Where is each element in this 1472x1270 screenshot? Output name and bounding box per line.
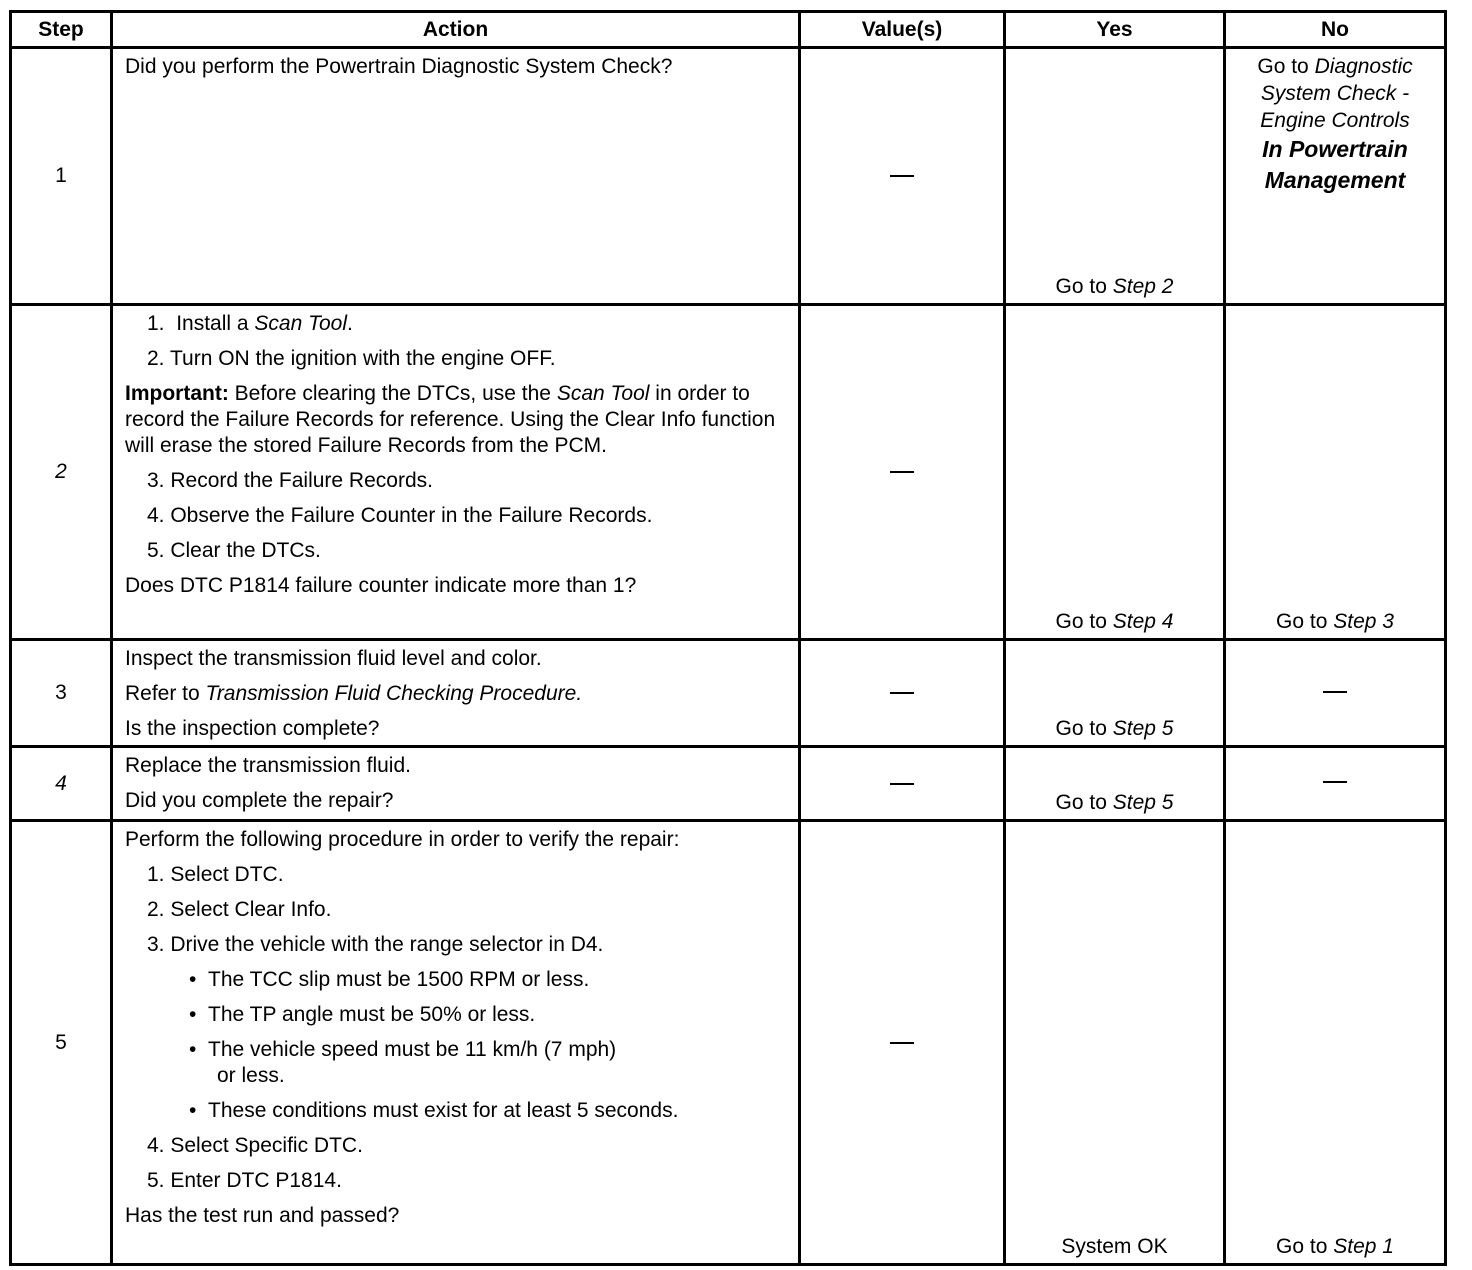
no-cell xyxy=(1225,747,1446,821)
diagnostic-table xyxy=(9,10,1447,1266)
action-item: 3. Record the Failure Records. xyxy=(147,469,433,492)
yes-cell xyxy=(1005,747,1225,821)
header-step: Step xyxy=(11,12,112,48)
yes-step-ref: Step 4 xyxy=(1112,610,1174,633)
action-cell xyxy=(112,821,800,1265)
header-no: No xyxy=(1225,12,1446,48)
no-prefix: Go to xyxy=(1257,55,1315,78)
dash-mark xyxy=(1323,691,1347,693)
value-cell xyxy=(800,640,1005,747)
value-cell xyxy=(800,305,1005,640)
step-number: 2 xyxy=(11,305,112,640)
step-number: 5 xyxy=(11,821,112,1265)
step-number: 4 xyxy=(11,747,112,821)
step-number: 1 xyxy=(11,48,112,305)
dash-mark xyxy=(1323,781,1347,783)
yes-step-ref: Step 5 xyxy=(1112,717,1174,740)
yes-cell: System OK xyxy=(1005,821,1225,1265)
yes-cell xyxy=(1005,640,1225,747)
action-question: Does DTC P1814 failure counter indicate more than 1? xyxy=(125,574,637,597)
yes-prefix: Go to xyxy=(1055,275,1113,298)
dash-mark xyxy=(890,692,914,694)
table-row xyxy=(11,305,1446,640)
no-cell xyxy=(1225,48,1446,305)
action-text: Inspect the transmission fluid level and color. xyxy=(125,647,542,670)
action-item: 3. Drive the vehicle with the range selector in D4. xyxy=(147,933,604,956)
dash-mark xyxy=(890,783,914,785)
yes-cell xyxy=(1005,305,1225,640)
action-cell xyxy=(112,305,800,640)
action-item: 1. Select DTC. xyxy=(147,863,284,886)
action-question: Has the test run and passed? xyxy=(125,1204,400,1227)
no-ref-line5: Management xyxy=(1264,167,1406,193)
important-label: Important: xyxy=(125,382,229,405)
header-values: Value(s) xyxy=(800,12,1005,48)
item-number: 1. xyxy=(147,312,165,335)
no-ref-line4: In Powertrain xyxy=(1262,136,1408,162)
action-text: Replace the transmission fluid. xyxy=(125,754,411,777)
action-item: 4. Select Specific DTC. xyxy=(147,1134,363,1157)
action-item: 2. Turn ON the ignition with the engine OFF. xyxy=(147,347,556,370)
bullet-continuation: or less. xyxy=(217,1064,285,1087)
action-cell xyxy=(112,640,800,747)
no-cell xyxy=(1225,305,1446,640)
dash-mark xyxy=(890,471,914,473)
refer-ref: Transmission Fluid Checking Procedure xyxy=(205,682,577,705)
action-item: 4. Observe the Failure Counter in the Failure Records. xyxy=(147,504,653,527)
value-cell xyxy=(800,48,1005,305)
important-text: Before clearing the DTCs, use the xyxy=(228,382,557,405)
action-question: Did you complete the repair? xyxy=(125,789,394,812)
action-question: Did you perform the Powertrain Diagnostic System Check? xyxy=(125,55,673,78)
bullet-text: The TP angle must be 50% or less. xyxy=(208,1003,536,1026)
bullet-text: These conditions must exist for at least 5 seconds. xyxy=(208,1099,679,1122)
action-item: 5. Enter DTC P1814. xyxy=(147,1169,342,1192)
action-text: Refer to Transmission Fluid Checking Procedure. xyxy=(125,682,583,705)
yes-prefix: Go to xyxy=(1055,791,1113,814)
no-ref-line2: System Check - xyxy=(1260,82,1410,105)
item-ref: Scan Tool xyxy=(254,312,348,335)
no-step-ref: Step 3 xyxy=(1333,610,1394,633)
no-ref-line3: Engine Controls xyxy=(1260,109,1410,132)
table-row xyxy=(11,747,1446,821)
yes-step-ref: Step 2 xyxy=(1112,275,1174,298)
action-cell xyxy=(112,48,800,305)
table-row xyxy=(11,821,1446,1265)
refer-text: Refer to xyxy=(125,682,206,705)
item-text: Install a xyxy=(176,312,255,335)
no-cell xyxy=(1225,640,1446,747)
bullet-item: • These conditions must exist for at least 5 seconds. xyxy=(189,1099,679,1122)
action-item: 1. Install a Scan Tool. xyxy=(147,312,353,335)
bullet-text: The TCC slip must be 1500 RPM or less. xyxy=(208,968,590,991)
yes-cell xyxy=(1005,48,1225,305)
value-cell xyxy=(800,821,1005,1265)
bullet-text: The vehicle speed must be 11 km/h (7 mph) xyxy=(208,1038,617,1061)
important-note xyxy=(125,381,788,459)
header-yes: Yes xyxy=(1005,12,1225,48)
yes-prefix: Go to xyxy=(1055,610,1113,633)
important-ref: Scan Tool xyxy=(556,382,650,405)
no-ref-line1: Diagnostic xyxy=(1314,55,1413,78)
table-row xyxy=(11,48,1446,305)
step-number: 3 xyxy=(11,640,112,747)
yes-step-ref: Step 5 xyxy=(1112,791,1174,814)
action-cell xyxy=(112,747,800,821)
bullet-item: • The TP angle must be 50% or less. xyxy=(189,1003,536,1026)
yes-prefix: Go to xyxy=(1055,717,1113,740)
header-row xyxy=(11,12,1446,48)
table-row xyxy=(11,640,1446,747)
no-cell xyxy=(1225,821,1446,1265)
header-action: Action xyxy=(112,12,800,48)
no-step-ref: Step 1 xyxy=(1333,1235,1394,1258)
action-question: Is the inspection complete? xyxy=(125,717,380,740)
action-item: 2. Select Clear Info. xyxy=(147,898,332,921)
important-text: in order to record the Failure Records for reference. Using the Clear Info function will erase the stored Failure Records from the PCM. xyxy=(125,382,776,457)
bullet-item: • The vehicle speed must be 11 km/h (7 mph) xyxy=(189,1038,617,1061)
bullet-item: • The TCC slip must be 1500 RPM or less. xyxy=(189,968,590,991)
action-item: 5. Clear the DTCs. xyxy=(147,539,321,562)
action-text: Perform the following procedure in order to verify the repair: xyxy=(125,828,680,851)
no-prefix: Go to xyxy=(1276,1235,1334,1258)
dash-mark xyxy=(890,175,914,177)
value-cell xyxy=(800,747,1005,821)
dash-mark xyxy=(890,1042,914,1044)
no-prefix: Go to xyxy=(1276,610,1334,633)
